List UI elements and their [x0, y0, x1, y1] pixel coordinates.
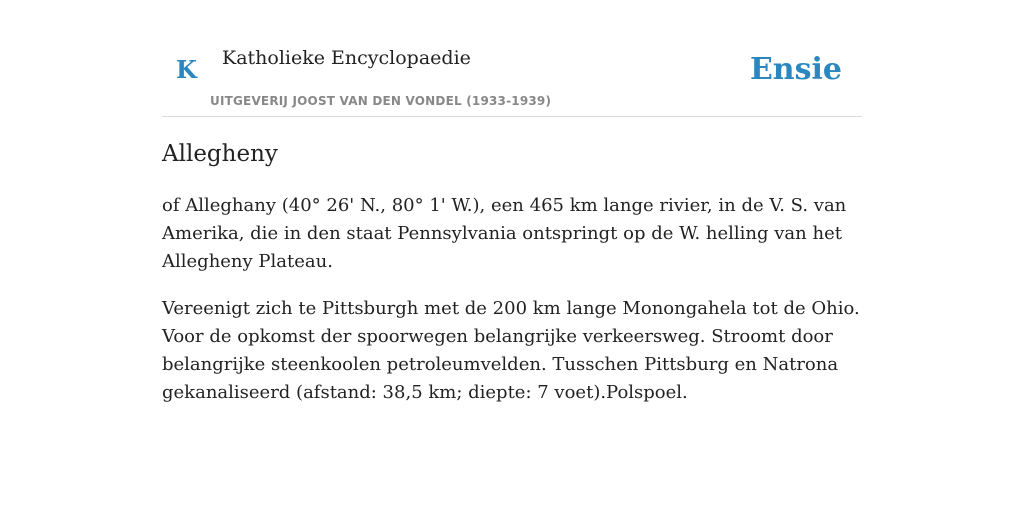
encyclopedia-title: Katholieke Encyclopaedie	[222, 47, 471, 69]
article-paragraph: of Alleghany (40° 26' N., 80° 1' W.), een 465 km lange rivier, in de V. S. van Amerika, die in den staat Pennsylvania ontspringt op de W. helling van het Allegheny Plateau.	[162, 195, 847, 272]
article-title: Allegheny	[162, 141, 278, 167]
publisher-label: UITGEVERIJ JOOST VAN DEN VONDEL (1933-1939)	[210, 94, 552, 108]
article-paragraph: Vereenigt zich te Pittsburgh met de 200 km lange Monongahela tot de Ohio. Voor de opkomst der spoorwegen belangrijke verkeersweg. Stroomt door belangrijke steenkoolen petroleumvelden. Tusschen Pittsburg en Natrona gekanaliseerd (afstand: 38,5 km; diepte: 7 voet).Polspoel.	[162, 298, 860, 403]
article	[162, 138, 862, 407]
encyclopedia-logo[interactable]: K	[176, 55, 197, 84]
ensie-logo[interactable]: Ensie	[749, 52, 842, 87]
header	[162, 0, 862, 117]
